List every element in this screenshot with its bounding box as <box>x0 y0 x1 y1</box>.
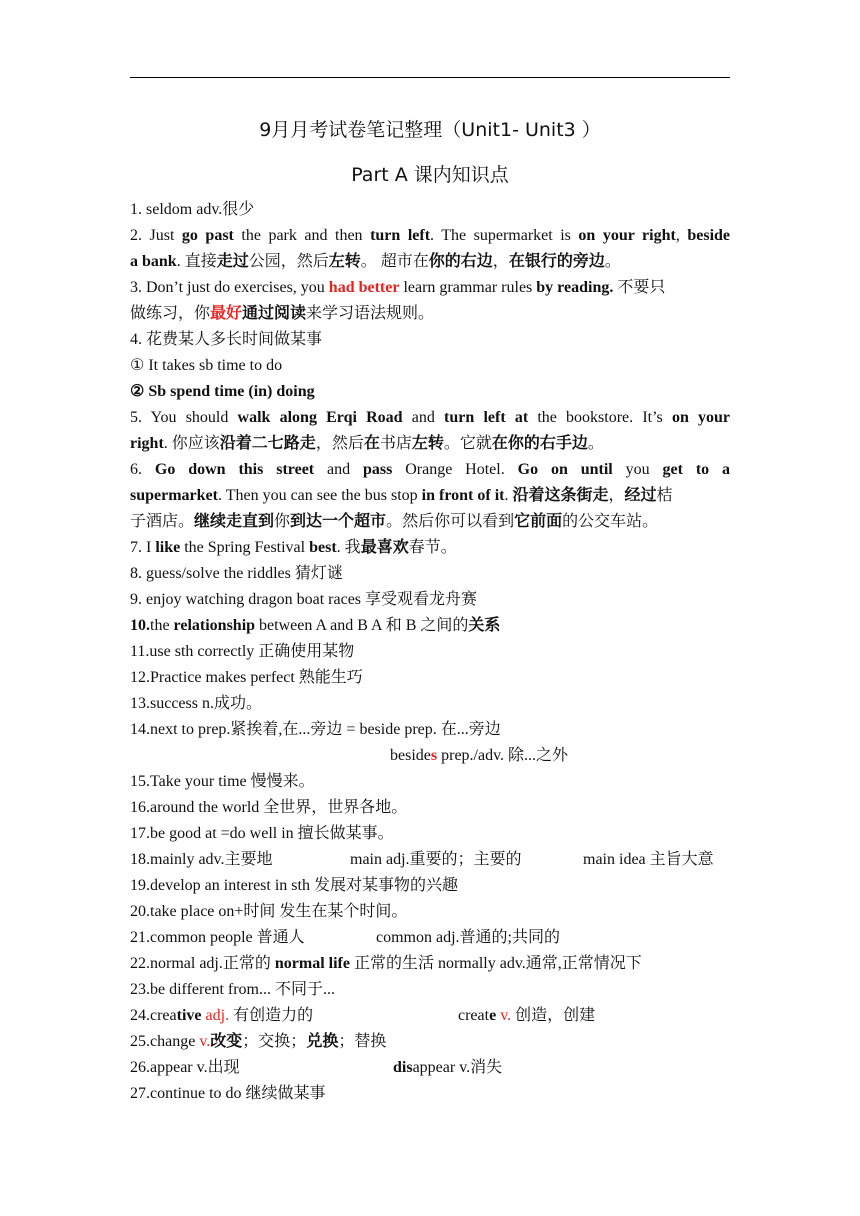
note-6-line-3: 子酒店。继续走直到你到达一个超市。然后你可以看到它前面的公交车站。 <box>130 513 659 530</box>
top-rule <box>130 77 730 78</box>
note-22: 22.normal adj.正常的 normal life 正常的生活 normally adv.通常,正常情况下 <box>130 955 642 972</box>
note-11: 11.use sth correctly 正确使用某物 <box>130 643 355 660</box>
note-4-option-2: ② Sb spend time (in) doing <box>130 383 315 400</box>
note-6-line-1: 6. Go down this street and pass Orange Hotel. Go on until you get to a <box>130 461 731 478</box>
note-9: 9. enjoy watching dragon boat races 享受观看龙舟赛 <box>130 591 478 608</box>
note-10: 10.the relationship between A and B A 和 B 之间的关系 <box>130 617 501 634</box>
note-4-option-1: ① It takes sb time to do <box>130 357 283 374</box>
note-6-line-2: supermarket. Then you can see the bus stop in front of it. 沿着这条街走，经过桔 <box>130 487 673 504</box>
note-5-line-1: 5. You should walk along Erqi Road and turn left at the bookstore. It’s on your <box>130 409 731 426</box>
section-title: Part A 课内知识点 <box>351 164 509 186</box>
note-3-line-2: 做练习，你最好通过阅读来学习语法规则。 <box>130 305 435 322</box>
note-2-line-1: 2. Just go past the park and then turn left. The supermarket is on your right, beside <box>130 227 731 244</box>
note-1: 1. seldom adv.很少 <box>130 201 255 218</box>
note-12: 12.Practice makes perfect 熟能生巧 <box>130 669 363 686</box>
note-14-line-1: 14.next to prep.紧挨着,在...旁边 = beside prep. 在...旁边 <box>130 721 501 738</box>
note-3-line-1: 3. Don’t just do exercises, you had better learn grammar rules by reading. 不要只 <box>130 279 666 296</box>
note-17: 17.be good at =do well in 擅长做某事。 <box>130 825 394 842</box>
note-7: 7. I like the Spring Festival best. 我最喜欢春节。 <box>130 539 457 556</box>
note-16: 16.around the world 全世界，世界各地。 <box>130 799 408 816</box>
note-2-line-2: a bank. 直接走过公园，然后左转。 超市在你的右边，在银行的旁边。 <box>130 253 621 270</box>
note-15: 15.Take your time 慢慢来。 <box>130 773 315 790</box>
note-23: 23.be different from... 不同于... <box>130 981 335 998</box>
note-13: 13.success n.成功。 <box>130 695 262 712</box>
note-20: 20.take place on+时间 发生在某个时间。 <box>130 903 408 920</box>
note-5-line-2: right. 你应该沿着二七路走，然后在书店左转。它就在你的右手边。 <box>130 435 604 452</box>
note-25: 25.change v.改变；交换；兑换；替换 <box>130 1033 387 1050</box>
note-4: 4. 花费某人多长时间做某事 <box>130 331 323 348</box>
note-8: 8. guess/solve the riddles 猜灯谜 <box>130 565 343 582</box>
note-19: 19.develop an interest in sth 发展对某事物的兴趣 <box>130 877 458 894</box>
note-27: 27.continue to do 继续做某事 <box>130 1085 326 1102</box>
page-title: 9月月考试卷笔记整理（Unit1- Unit3 ） <box>259 119 601 141</box>
